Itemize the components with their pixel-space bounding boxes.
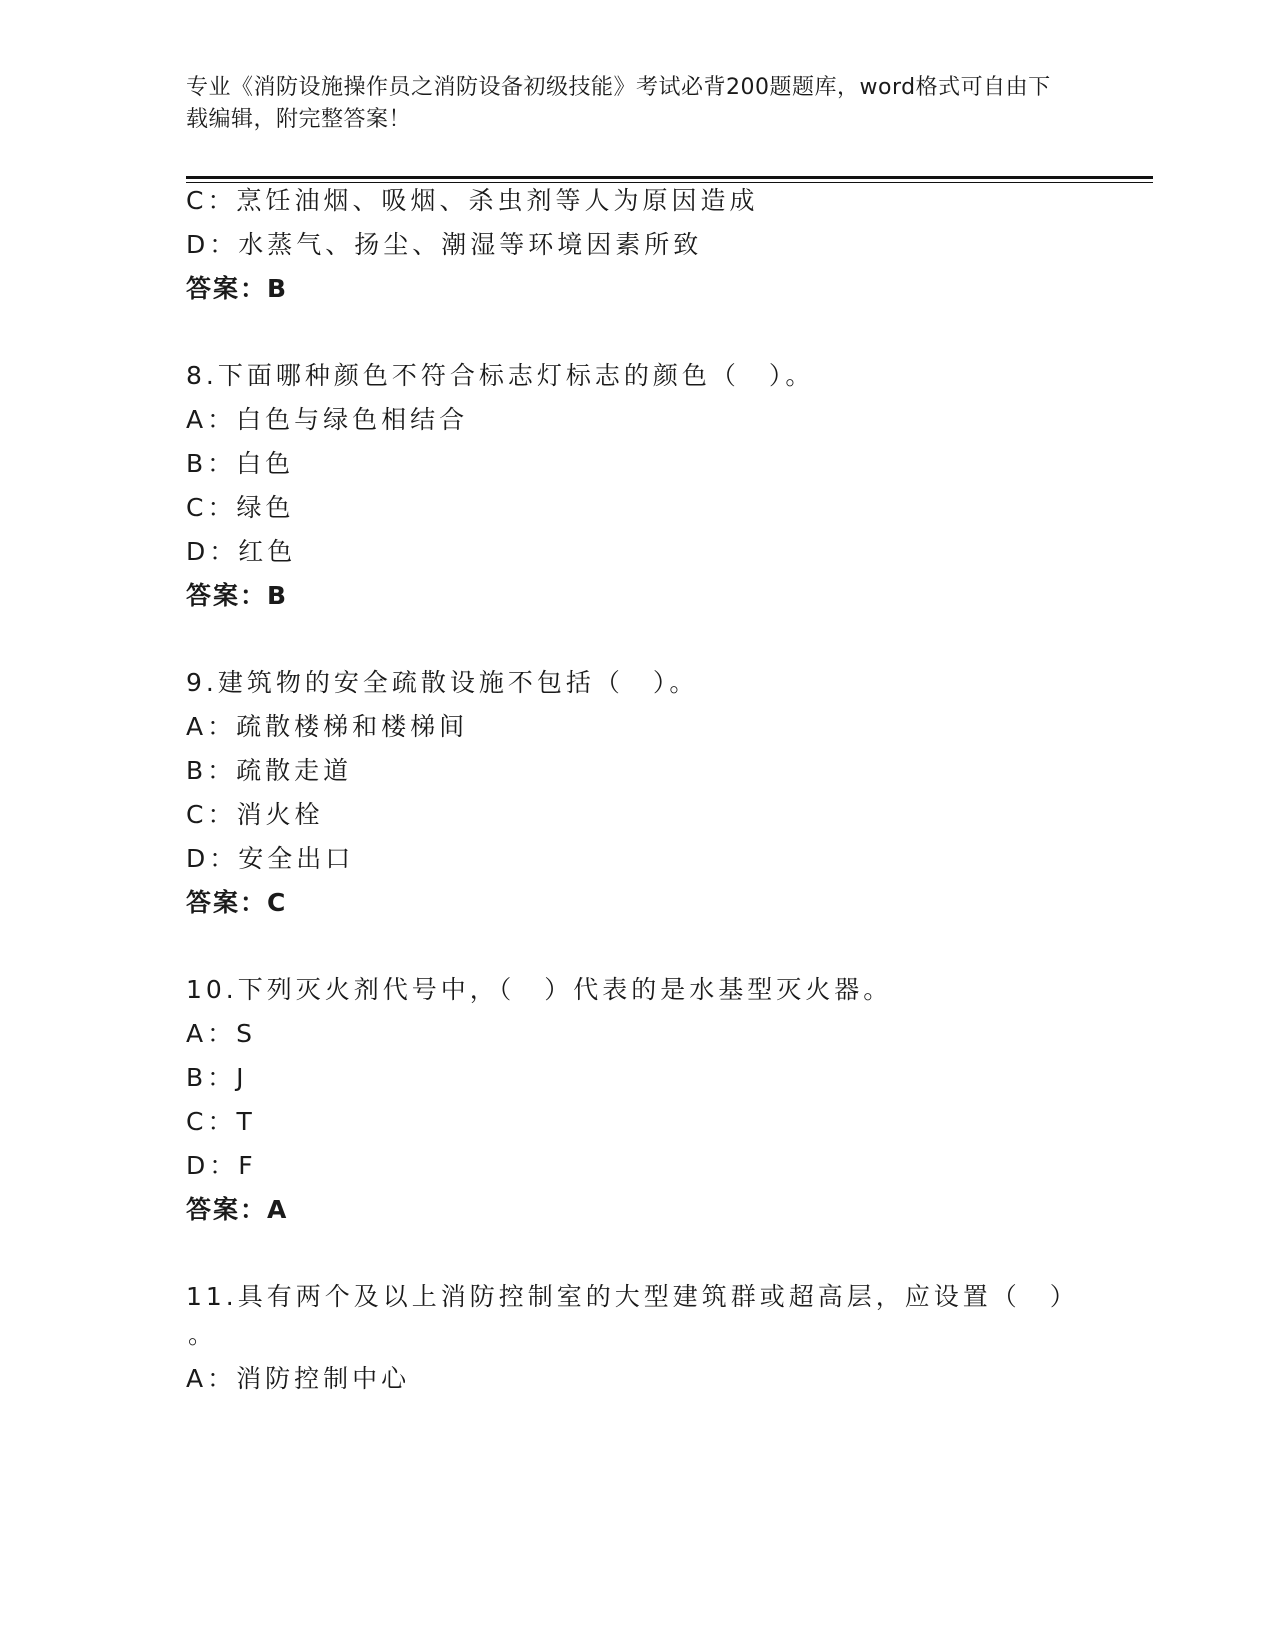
q9-question: 9.建筑物的安全疏散设施不包括（ ）。 [186, 668, 699, 697]
q10-option-a: A：S [186, 1019, 256, 1048]
q8-option-a: A：白色与绿色相结合 [186, 405, 469, 434]
q11-question: 11.具有两个及以上消防控制室的大型建筑群或超高层，应设置（ ） [186, 1282, 1079, 1311]
q11-question-wrap: 。 [188, 1320, 214, 1349]
q9-option-c: C：消火栓 [186, 800, 324, 829]
q8-answer: 答案：B [186, 581, 289, 610]
q7-answer: 答案：B [186, 274, 289, 303]
q8-option-c: C：绿色 [186, 493, 295, 522]
q8-option-b: B：白色 [186, 449, 295, 478]
q9-option-b: B：疏散走道 [186, 756, 353, 785]
q8-option-d: D：红色 [186, 537, 297, 566]
header-rule-thick [186, 176, 1153, 179]
document-header: 专业《消防设施操作员之消防设备初级技能》考试必背200题题库，word格式可自由下载编辑，附完整答案！ [186, 75, 1051, 132]
q7-option-d: D：水蒸气、扬尘、潮湿等环境因素所致 [186, 230, 703, 259]
q11-option-a: A：消防控制中心 [186, 1364, 411, 1393]
q10-option-d: D：F [186, 1151, 257, 1180]
q10-question: 10.下列灭火剂代号中，（ ）代表的是水基型灭火器。 [186, 975, 893, 1004]
q9-option-d: D：安全出口 [186, 844, 355, 873]
header-rule-thin [186, 182, 1153, 183]
q9-answer: 答案：C [186, 888, 288, 917]
q10-option-b: B：J [186, 1063, 248, 1092]
q10-option-c: C：T [186, 1107, 256, 1136]
q9-option-a: A：疏散楼梯和楼梯间 [186, 712, 469, 741]
q10-answer: 答案：A [186, 1195, 289, 1224]
q8-question: 8.下面哪种颜色不符合标志灯标志的颜色（ ）。 [186, 361, 815, 390]
q7-option-c: C：烹饪油烟、吸烟、杀虫剂等人为原因造成 [186, 186, 759, 215]
